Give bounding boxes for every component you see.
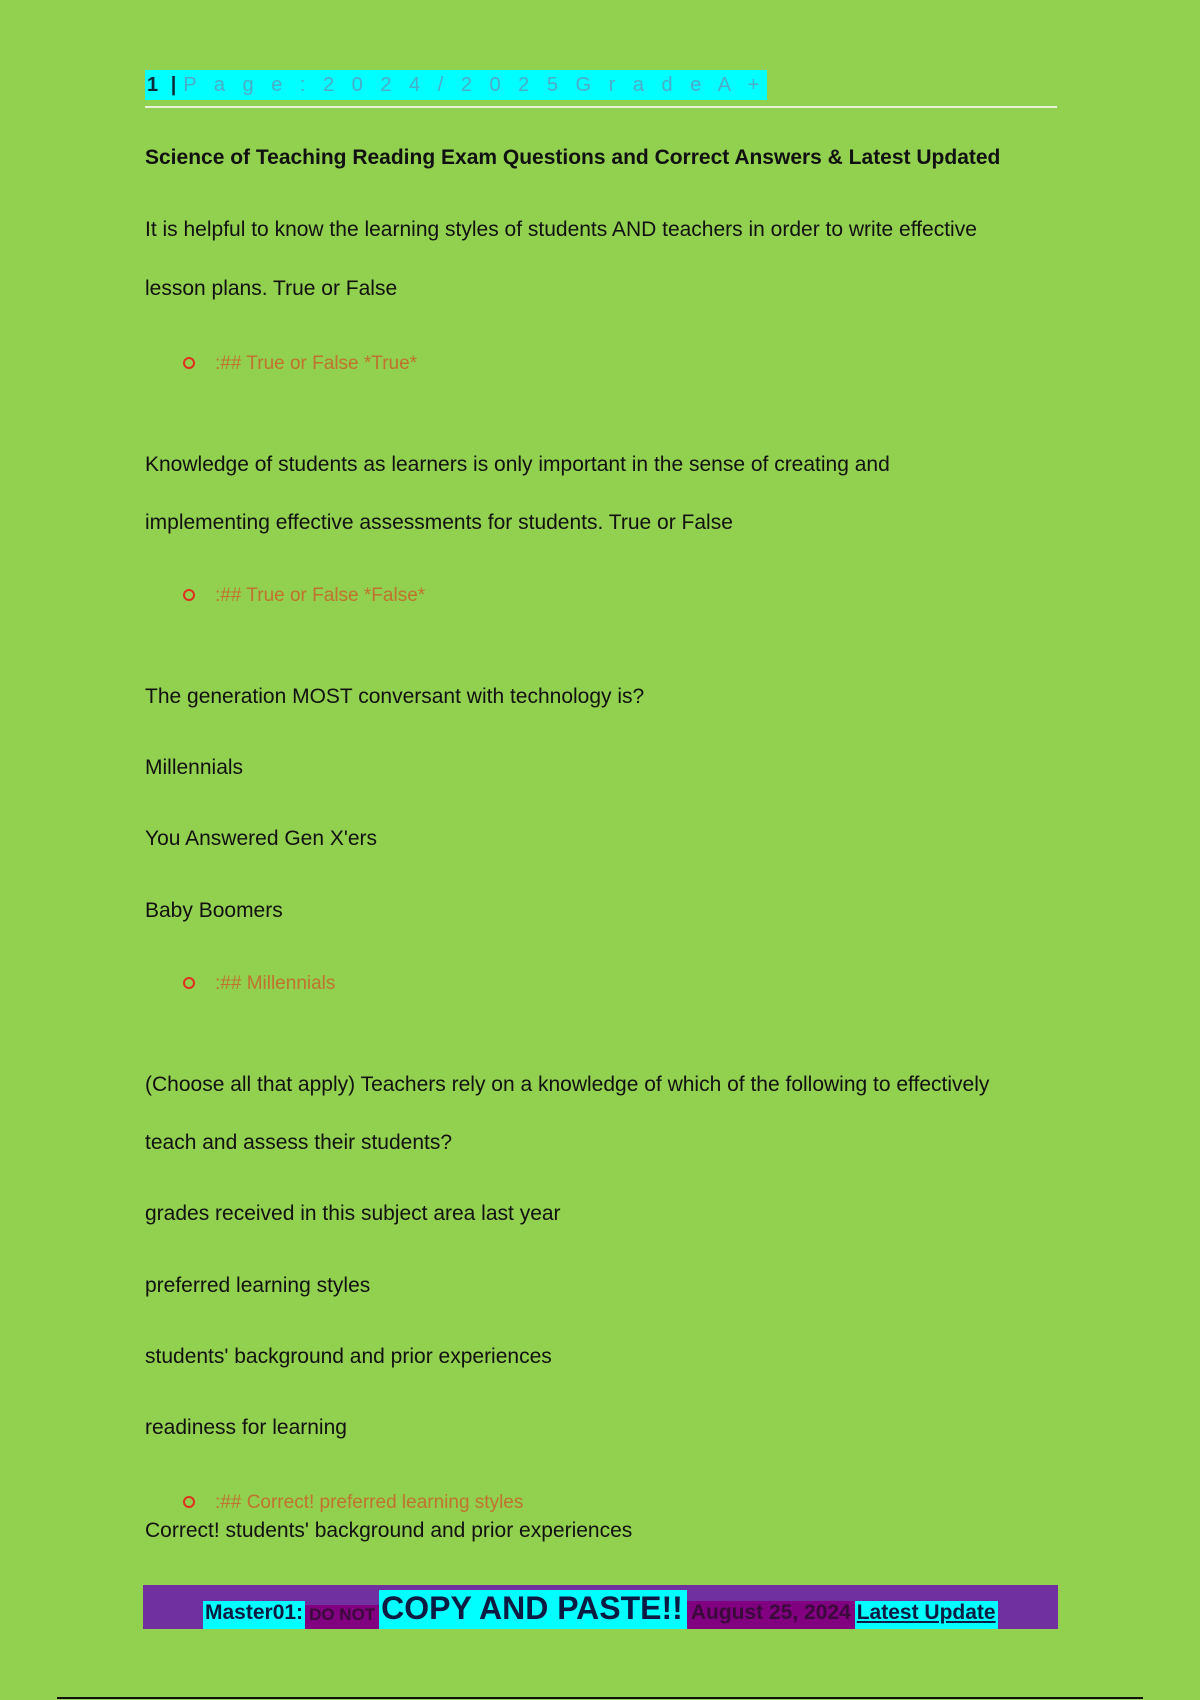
bullet-icon xyxy=(183,977,195,989)
answer-4-extra: Correct! students' background and prior experiences xyxy=(145,1519,633,1542)
page-separator: | xyxy=(170,74,178,96)
answer-3-text: :## Millennials xyxy=(215,973,336,994)
page-header xyxy=(145,70,1057,108)
bottom-rule xyxy=(57,1697,1143,1699)
question-3-line-1: The generation MOST conversant with technology is? xyxy=(145,685,645,708)
footer-banner-left-block xyxy=(143,1585,203,1629)
bullet-icon xyxy=(183,589,195,601)
bullet-icon xyxy=(183,1496,195,1508)
answer-2 xyxy=(183,585,425,607)
question-1-line-2: lesson plans. True or False xyxy=(145,277,398,300)
answer-4 xyxy=(183,1492,523,1514)
answer-3 xyxy=(183,973,335,995)
question-3-option-1: Millennials xyxy=(145,756,244,779)
footer-latest-update: Latest Update xyxy=(855,1601,998,1629)
answer-1-text: :## True or False *True* xyxy=(215,353,418,374)
document-title: Science of Teaching Reading Exam Questions and Correct Answers & Latest Updated xyxy=(145,146,1001,169)
question-4-option-3: students' background and prior experiences xyxy=(145,1345,552,1368)
question-3-option-2: You Answered Gen X'ers xyxy=(145,827,378,850)
footer-do-not: DO NOT xyxy=(305,1605,379,1629)
answer-4-text: :## Correct! preferred learning styles xyxy=(215,1492,524,1513)
footer-copy-warning: COPY AND PASTE!! xyxy=(379,1590,687,1629)
answer-2-text: :## True or False *False* xyxy=(215,585,426,606)
footer-master-label: Master01: xyxy=(203,1601,305,1629)
question-4-line-1: (Choose all that apply) Teachers rely on a knowledge of which of the following to effectively xyxy=(145,1073,990,1096)
question-1-line-1: It is helpful to know the learning styles of students AND teachers in order to write effective xyxy=(145,218,977,241)
question-3-option-3: Baby Boomers xyxy=(145,899,283,922)
page-label: P a g e : 2 0 2 4 / 2 0 2 5 G r a d e A + xyxy=(183,74,766,96)
footer-banner-text xyxy=(203,1585,998,1629)
footer-banner xyxy=(143,1585,1058,1629)
question-4-line-2: teach and assess their students? xyxy=(145,1131,453,1154)
question-4-option-1: grades received in this subject area last year xyxy=(145,1202,561,1225)
question-2-line-1: Knowledge of students as learners is only important in the sense of creating and xyxy=(145,453,890,476)
page-number: 1 xyxy=(147,74,160,96)
bullet-icon xyxy=(183,357,195,369)
footer-date: August 25, 2024 xyxy=(687,1601,855,1629)
question-2-line-2: implementing effective assessments for students. True or False xyxy=(145,511,733,534)
question-4-option-2: preferred learning styles xyxy=(145,1274,371,1297)
question-4-option-4: readiness for learning xyxy=(145,1416,347,1439)
answer-1 xyxy=(183,353,417,375)
page-header-tag xyxy=(145,70,767,100)
